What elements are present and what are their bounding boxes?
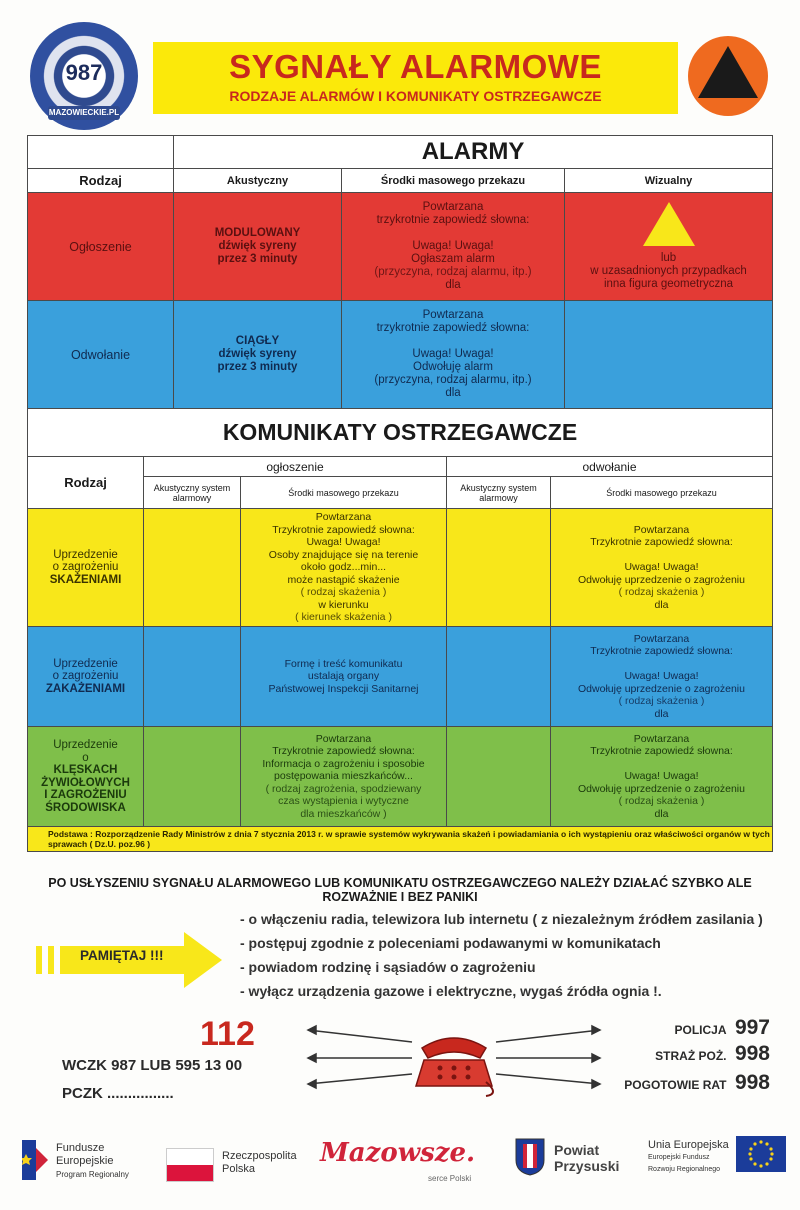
pczk-number: PCZK ................ bbox=[62, 1085, 174, 1102]
legal-basis: Podstawa : Rozporządzenie Rady Ministrów z dnia 7 stycznia 2013 r. w sprawie systemów wykrywania skażeń i powiadamiania o ich wystąpieniu oraz właściwości organów w tych sprawach ( Dz.U. poz.96 ) bbox=[28, 827, 773, 852]
alarms-head-visual: Wizualny bbox=[565, 169, 773, 193]
alarms-head-acoustic: Akustyczny bbox=[174, 169, 342, 193]
title-box bbox=[153, 42, 678, 114]
media-line: ( rodzaj skażenia ) bbox=[618, 695, 705, 708]
alarms-corner bbox=[28, 136, 174, 169]
media-line: Uwaga! Uwaga! bbox=[412, 348, 494, 360]
media-line: Uwaga! Uwaga! bbox=[624, 561, 699, 574]
ue-line: Europejski Fundusz bbox=[648, 1154, 710, 1161]
media-line: dla bbox=[654, 598, 669, 611]
tip-item: - postępuj zgodnie z poleceniami podawanymi w komunikatach bbox=[240, 935, 661, 951]
alarm-acoustic-line: dźwięk syreny bbox=[218, 240, 297, 252]
warning-text: PO USŁYSZENIU SYGNAŁU ALARMOWEGO LUB KOMUNIKATU OSTRZEGAWCZEGO NALEŻY DZIAŁAĆ SZYBKO ALE ROZWAŻNIE I BEZ PANIKI bbox=[48, 876, 752, 904]
media-line: Odwołuję uprzedzenie o zagrożeniu bbox=[578, 573, 745, 586]
alarm-acoustic-mode: CIĄGŁY bbox=[235, 335, 280, 347]
type-line: Uprzedzenie bbox=[53, 548, 118, 561]
powiat-line: Powiat bbox=[554, 1142, 600, 1158]
warning-type-cell bbox=[28, 509, 144, 627]
warning-type-cell bbox=[28, 627, 144, 727]
warnings-sub-media: Środki masowego przekazu bbox=[551, 477, 773, 509]
warnings-sub-acoustic: Akustyczny system alarmowy bbox=[447, 477, 551, 509]
warning-acoustic-empty bbox=[144, 627, 241, 727]
polish-flag-icon bbox=[166, 1148, 214, 1182]
alarm-visual-cell-empty bbox=[565, 301, 773, 409]
footer-logos bbox=[0, 1130, 800, 1200]
type-line: Uprzedzenie bbox=[53, 739, 118, 751]
type-line: o zagrożeniu bbox=[52, 670, 119, 683]
service-ambulance bbox=[624, 1071, 770, 1095]
warning-type-cell bbox=[28, 727, 144, 827]
visual-line: w uzasadnionych przypadkach bbox=[590, 265, 747, 277]
type-line: ŚRODOWISKA bbox=[45, 801, 126, 814]
media-line: Uwaga! Uwaga! bbox=[306, 536, 381, 549]
media-line: Trzykrotnie zapowiedź słowna: bbox=[272, 523, 415, 536]
mazowsze-sub: serce Polski bbox=[428, 1174, 472, 1183]
warning-cancel-media bbox=[551, 509, 773, 627]
alarm-media-cell bbox=[342, 301, 565, 409]
crisis-center-logo bbox=[30, 22, 138, 130]
civil-defense-icon bbox=[688, 36, 768, 116]
media-line: ( rodzaj skażenia ) bbox=[618, 586, 705, 599]
warning-announce-media bbox=[241, 627, 447, 727]
type-line: Uprzedzenie bbox=[53, 657, 118, 670]
type-line: SKAŻENIAMI bbox=[49, 573, 122, 586]
warning-acoustic-empty bbox=[447, 727, 551, 827]
media-line: dla bbox=[654, 807, 669, 820]
media-line: dla bbox=[654, 707, 669, 720]
emergency-number: 112 bbox=[200, 1015, 255, 1053]
media-line: może nastąpić skażenie bbox=[287, 573, 400, 586]
media-line: Uwaga! Uwaga! bbox=[624, 670, 699, 683]
alarm-acoustic-line: przez 3 minuty bbox=[217, 253, 298, 265]
media-line: Powtarzana bbox=[422, 201, 484, 213]
media-line: trzykrotnie zapowiedź słowna: bbox=[376, 322, 530, 334]
service-police bbox=[674, 1016, 770, 1040]
media-line: trzykrotnie zapowiedź słowna: bbox=[376, 214, 530, 226]
media-line: Powtarzana bbox=[633, 523, 690, 536]
alarm-visual-cell bbox=[565, 193, 773, 301]
logo-number: 987 bbox=[65, 60, 103, 85]
service-label: STRAŻ POŻ. bbox=[655, 1049, 727, 1063]
service-fire bbox=[655, 1042, 770, 1066]
warning-acoustic-empty bbox=[447, 509, 551, 627]
media-line: Trzykrotnie zapowiedź słowna: bbox=[272, 745, 415, 758]
media-line: postępowania mieszkańców... bbox=[274, 770, 413, 783]
service-number: 998 bbox=[734, 1042, 770, 1065]
media-line: ( rodzaj skażenia ) bbox=[300, 586, 387, 599]
media-line: Uwaga! Uwaga! bbox=[412, 240, 494, 252]
type-line: KLĘSKACH bbox=[53, 764, 118, 776]
yellow-triangle-icon bbox=[643, 202, 695, 246]
media-line: ( kierunek skażenia ) bbox=[295, 611, 392, 624]
powiat-line: Przysuski bbox=[554, 1158, 620, 1174]
wczk-number: WCZK 987 LUB 595 13 00 bbox=[62, 1057, 243, 1074]
type-line: o bbox=[82, 751, 89, 764]
media-line: dla mieszkańców ) bbox=[300, 807, 387, 820]
page-title: SYGNAŁY ALARMOWE bbox=[229, 48, 602, 85]
media-line: Odwołuję uprzedzenie o zagrożeniu bbox=[578, 782, 745, 795]
warnings-table bbox=[27, 408, 773, 852]
media-line: Osoby znajdujące się na terenie bbox=[268, 548, 419, 561]
ue-line: Rozwoju Regionalnego bbox=[648, 1166, 720, 1173]
eu-flag-icon bbox=[736, 1136, 786, 1172]
fe-line: Fundusze bbox=[56, 1142, 105, 1154]
alarm-acoustic-line: dźwięk syreny bbox=[218, 348, 297, 360]
media-line: Informacja o zagrożeniu i sposobie bbox=[262, 757, 425, 770]
tip-item: - powiadom rodzinę i sąsiadów o zagrożeniu bbox=[240, 959, 536, 975]
tips-list bbox=[240, 907, 780, 1003]
type-line: ŻYWIOŁOWYCH bbox=[41, 776, 130, 789]
media-line: ( rodzaj zagrożenia, spodziewany bbox=[265, 782, 422, 795]
warning-cancel-media bbox=[551, 727, 773, 827]
alarm-media-cell bbox=[342, 193, 565, 301]
county-crest-icon bbox=[515, 1138, 545, 1176]
alarms-table bbox=[27, 135, 773, 409]
warnings-head-type: Rodzaj bbox=[28, 457, 144, 509]
phone-icon bbox=[300, 1018, 620, 1098]
visual-line: inna figura geometryczna bbox=[603, 278, 734, 290]
media-line: (przyczyna, rodzaj alarmu, itp.) bbox=[374, 266, 532, 278]
mazowsze-logo: Mazowsze. bbox=[320, 1138, 476, 1168]
alarms-head-type: Rodzaj bbox=[28, 169, 174, 193]
logo-caption: MAZOWIECKIE.PL bbox=[48, 106, 120, 120]
media-line: Uwaga! Uwaga! bbox=[624, 770, 699, 783]
warning-announce-media bbox=[241, 509, 447, 627]
eu-funds-text bbox=[56, 1142, 129, 1181]
rp-text bbox=[222, 1150, 297, 1176]
alarm-row-type: Odwołanie bbox=[28, 301, 174, 409]
media-line: Odwołuję uprzedzenie o zagrożeniu bbox=[578, 682, 745, 695]
fe-line: Program Regionalny bbox=[56, 1170, 129, 1179]
alarm-acoustic-line: przez 3 minuty bbox=[217, 361, 298, 373]
page-subtitle: RODZAJE ALARMÓW I KOMUNIKATY OSTRZEGAWCZE bbox=[229, 88, 602, 104]
warning-acoustic-empty bbox=[144, 509, 241, 627]
warnings-sub-media: Środki masowego przekazu bbox=[241, 477, 447, 509]
media-line: Trzykrotnie zapowiedź słowna: bbox=[590, 645, 733, 658]
media-line: Powtarzana bbox=[422, 309, 484, 321]
warning-acoustic-empty bbox=[144, 727, 241, 827]
eu-text bbox=[648, 1140, 729, 1175]
media-line: Trzykrotnie zapowiedź słowna: bbox=[590, 745, 733, 758]
service-label: POLICJA bbox=[674, 1023, 727, 1037]
warning-acoustic-empty bbox=[447, 627, 551, 727]
fe-line: Europejskie bbox=[56, 1155, 114, 1167]
alarms-head-media: Środki masowego przekazu bbox=[342, 169, 565, 193]
media-line: Trzykrotnie zapowiedź słowna: bbox=[590, 536, 733, 549]
media-line: dla bbox=[445, 387, 461, 399]
media-line: ( rodzaj skażenia ) bbox=[618, 795, 705, 808]
warnings-title: KOMUNIKATY OSTRZEGAWCZE bbox=[28, 409, 773, 457]
alarm-acoustic-cell bbox=[174, 301, 342, 409]
remember-label: PAMIĘTAJ !!! bbox=[80, 948, 164, 963]
type-line: I ZAGROŻENIU bbox=[44, 789, 127, 801]
warning-announce-media bbox=[241, 727, 447, 827]
media-line: Odwołuję alarm bbox=[413, 361, 493, 373]
visual-line: lub bbox=[660, 252, 677, 264]
media-line: około godz...min... bbox=[300, 561, 387, 574]
service-number: 997 bbox=[734, 1016, 770, 1039]
eu-funds-logo-icon bbox=[22, 1140, 48, 1180]
rp-line: Polska bbox=[222, 1163, 256, 1175]
warning-cancel-media bbox=[551, 627, 773, 727]
media-line: Powtarzana bbox=[315, 511, 372, 524]
service-label: POGOTOWIE RAT bbox=[624, 1078, 727, 1092]
media-line: (przyczyna, rodzaj alarmu, itp.) bbox=[374, 374, 532, 386]
media-line: Formę i treść komunikatu bbox=[284, 657, 403, 670]
ue-line: Unia Europejska bbox=[648, 1139, 729, 1151]
media-line: dla bbox=[445, 279, 461, 291]
rp-line: Rzeczpospolita bbox=[222, 1150, 297, 1162]
alarm-acoustic-mode: MODULOWANY bbox=[214, 227, 301, 239]
alarm-acoustic-cell bbox=[174, 193, 342, 301]
media-line: Powtarzana bbox=[633, 732, 690, 745]
type-line: o zagrożeniu bbox=[52, 561, 119, 574]
powiat-text bbox=[554, 1142, 619, 1174]
media-line: Powtarzana bbox=[633, 632, 690, 645]
warnings-head-announce: ogłoszenie bbox=[144, 457, 447, 477]
alarm-row-type: Ogłoszenie bbox=[28, 193, 174, 301]
warnings-head-cancel: odwołanie bbox=[447, 457, 773, 477]
service-number: 998 bbox=[734, 1071, 770, 1094]
remember-arrow bbox=[36, 932, 236, 988]
media-line: Państwowej Inspekcji Sanitarnej bbox=[268, 682, 419, 695]
warnings-sub-acoustic: Akustyczny system alarmowy bbox=[144, 477, 241, 509]
alarms-title: ALARMY bbox=[174, 136, 773, 169]
tip-item: - wyłącz urządzenia gazowe i elektryczne, wygaś źródła ognia !. bbox=[240, 983, 662, 999]
tip-item: - o włączeniu radia, telewizora lub internetu ( z niezależnym źródłem zasilania ) bbox=[240, 911, 763, 927]
media-line: w kierunku bbox=[318, 598, 369, 611]
media-line: czas wystąpienia i wytyczne bbox=[278, 795, 409, 808]
media-line: ustalają organy bbox=[307, 670, 380, 683]
media-line: Powtarzana bbox=[315, 732, 372, 745]
type-line: ZAKAŻENIAMI bbox=[45, 682, 126, 695]
media-line: Ogłaszam alarm bbox=[411, 253, 495, 265]
